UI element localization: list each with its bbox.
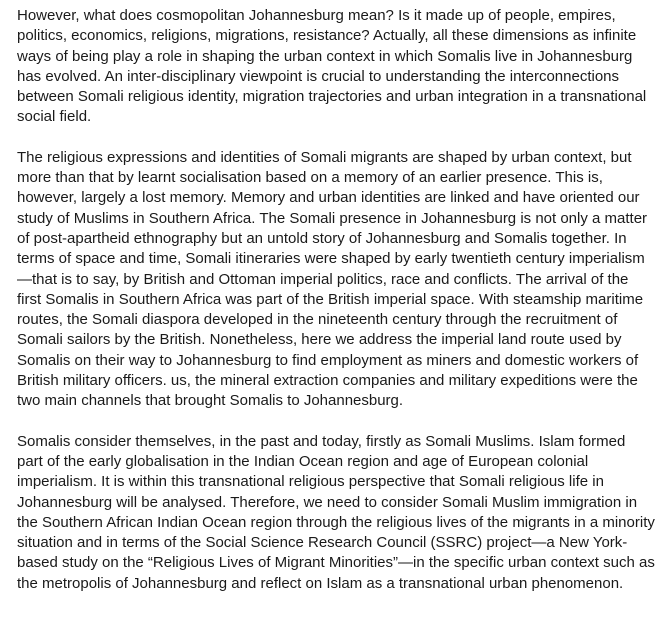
paragraph-somali-muslims: Somalis consider themselves, in the past and today, firstly as Somali Muslims. Islam formed part of the early globalisation in the Indian Ocean region and age of European colonial imperialism. It is within this transnational religious perspective that Somali religious life in Johannesburg will be analysed. Therefore, we need to consider Somali Muslim immigration in the Southern African Indian Ocean region through the religious lives of the migrants in a minority situation and in terms of the Social Science Research Council (SSRC) project—a New York-based study on the “Religious Lives of Migrant Minorities”—in the specific urban context such as the metropolis of Johannesburg and reflect on Islam as a transnational urban phenomenon. bbox=[17, 432, 655, 592]
paragraph-religious-expressions: The religious expressions and identities of Somali migrants are shaped by urban context, but more than that by learnt socialisation based on a memory of an earlier presence. This is, however, largely a lost memory. Memory and urban identities are linked and have oriented our study of Muslims in Southern Africa. The Somali presence in Johannesburg is not only a matter of post-apartheid ethnography but an untold story of Johannesburg and Somalis together. In terms of space and time, Somali itineraries were shaped by early twentieth century imperialism—that is to say, by British and Ottoman imperial politics, race and conflicts. The arrival of the first Somalis in Southern Africa was part of the British imperial space. With steamship maritime routes, the Somali diaspora developed in the nineteenth century through the recruitment of Somali sailors by the British. Nonetheless, here we address the imperial land route used by Somalis on their way to Johannesburg to find employment as miners and domestic workers of British military officers. us, the mineral extraction companies and military expeditions were the two main channels that brought Somalis to Johannesburg. bbox=[17, 148, 648, 410]
paragraph-cosmopolitan-johannesburg: However, what does cosmopolitan Johannesburg mean? Is it made up of people, empires, politics, economics, religions, migrations, resistance? Actually, all these dimensions as infinite ways of being play a role in shaping the urban context in which Somalis live in Johannesburg has evolved. An inter-disciplinary viewpoint is crucial to understanding the interconnections between Somali religious identity, migration trajectories and urban integration in a transnational social field. bbox=[17, 7, 647, 126]
